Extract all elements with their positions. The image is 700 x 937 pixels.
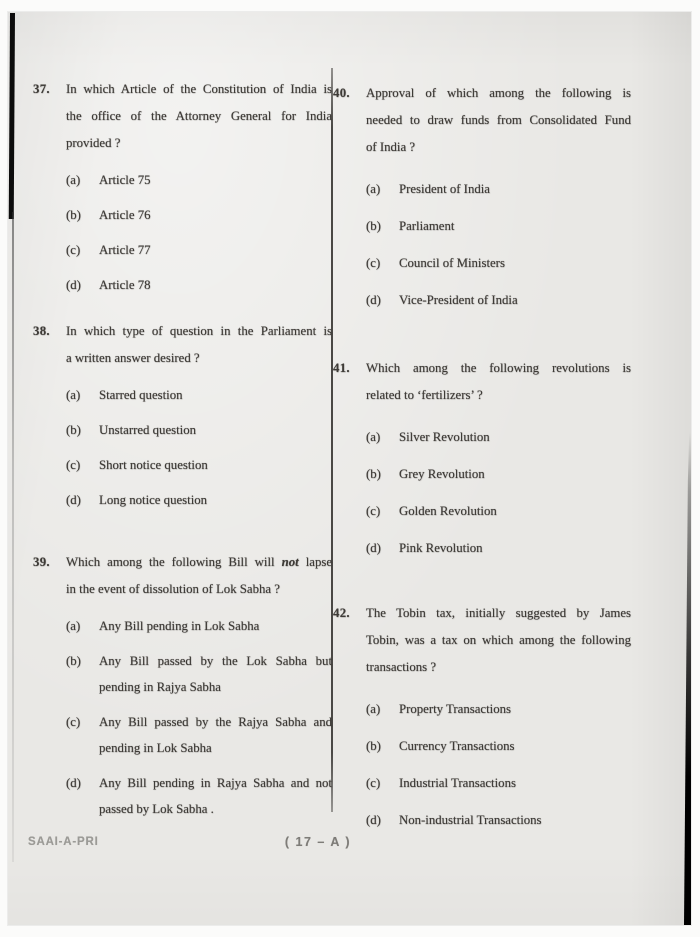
option-text: Council of Ministers: [399, 256, 505, 270]
option-c: [66, 452, 332, 478]
option-letter: (c): [366, 256, 381, 270]
options-list: [366, 696, 631, 833]
question-line: Tobin, was a tax on which among the following: [366, 633, 631, 647]
options-list: [66, 613, 332, 822]
footer-booklet-code: SAAI-A-PRI: [28, 836, 99, 848]
question-37: [33, 76, 332, 307]
question-text: [366, 355, 631, 409]
option-a: [366, 696, 631, 722]
question-text: [366, 80, 631, 161]
option-letter: (a): [366, 182, 381, 196]
scanned-exam-page: [8, 12, 691, 925]
option-letter: (d): [366, 541, 381, 555]
option-d: [366, 807, 631, 833]
option-d: [66, 272, 332, 298]
question-40: [333, 80, 631, 324]
question-line: Which among the following revolutions is: [366, 361, 631, 375]
option-text: Article 78: [99, 278, 151, 292]
question-line: related to ‘fertilizers’ ?: [366, 388, 483, 402]
question-line: needed to draw funds from Consolidated Fund: [366, 113, 631, 127]
option-b: [366, 733, 631, 759]
option-text: Starred question: [99, 388, 183, 402]
option-line: pending in Rajya Sabha: [99, 680, 221, 694]
option-b: [366, 461, 631, 487]
option-line: Any Bill pending in Rajya Sabha and not: [99, 776, 332, 790]
options-list: [366, 176, 631, 313]
option-letter: (b): [66, 423, 81, 437]
option-text: Property Transactions: [399, 702, 511, 716]
option-letter: (b): [366, 739, 381, 753]
question-number: 40.: [333, 86, 350, 100]
question-line: [66, 549, 332, 576]
option-d: [66, 770, 332, 822]
question-text: [66, 549, 332, 603]
option-letter: (a): [66, 173, 81, 187]
option-a: [66, 613, 332, 639]
emphasized-word: not: [281, 555, 299, 569]
question-number: 39.: [33, 555, 50, 569]
option-text: Short notice question: [99, 458, 208, 472]
question-line: In which type of question in the Parliament is: [66, 324, 332, 338]
scan-edge-artifact-right: [684, 432, 691, 925]
option-text: Silver Revolution: [399, 430, 490, 444]
option-text: Article 77: [99, 243, 151, 257]
option-b: [366, 213, 631, 239]
option-letter: (c): [66, 715, 81, 729]
option-a: [366, 176, 631, 202]
question-38: [33, 318, 332, 522]
option-c: [66, 709, 332, 761]
option-c: [66, 237, 332, 263]
option-b: [66, 417, 332, 443]
option-text: Unstarred question: [99, 423, 197, 437]
question-line: in the event of dissolution of Lok Sabha ?: [66, 582, 280, 596]
option-line: pending in Lok Sabha: [99, 741, 212, 755]
option-d: [66, 487, 332, 513]
question-line: transactions ?: [366, 660, 437, 674]
question-line-part: lapse: [298, 555, 333, 569]
option-line: Any Bill passed by the Lok Sabha but: [99, 654, 332, 668]
question-41: [333, 355, 631, 572]
option-text: Parliament: [399, 219, 455, 233]
option-d: [366, 535, 631, 561]
option-line: passed by Lok Sabha .: [99, 802, 214, 816]
question-text: [66, 318, 332, 372]
question-text: [66, 76, 332, 157]
question-number: 42.: [333, 606, 350, 620]
option-text: Industrial Transactions: [399, 776, 516, 790]
option-letter: (b): [366, 219, 381, 233]
option-a: [366, 424, 631, 450]
option-a: [66, 382, 332, 408]
question-number: 41.: [333, 361, 350, 375]
question-number: 37.: [33, 82, 50, 96]
option-c: [366, 498, 631, 524]
question-line: The Tobin tax, initially suggested by James: [366, 606, 631, 620]
scan-edge-artifact-left: [9, 13, 15, 219]
question-line: In which Article of the Constitution of India is: [66, 82, 332, 96]
option-letter: (c): [66, 243, 81, 257]
options-list: [366, 424, 631, 561]
question-text: [366, 600, 631, 681]
option-letter: (d): [66, 776, 81, 790]
option-letter: (d): [366, 293, 381, 307]
options-list: [66, 167, 332, 298]
question-line: provided ?: [66, 136, 121, 150]
option-text: Any Bill pending in Lok Sabha: [99, 619, 260, 633]
question-39: [33, 549, 332, 831]
option-letter: (c): [366, 504, 381, 518]
option-letter: (a): [66, 619, 81, 633]
option-letter: (c): [66, 458, 81, 472]
option-text: [99, 770, 332, 822]
option-text: Long notice question: [99, 493, 208, 507]
option-line: Any Bill passed by the Rajya Sabha and: [99, 715, 332, 729]
option-letter: (d): [66, 278, 81, 292]
option-letter: (b): [366, 467, 381, 481]
question-line: the office of the Attorney General for India: [66, 109, 332, 123]
option-text: Currency Transactions: [399, 739, 515, 753]
option-c: [366, 250, 631, 276]
scan-edge-artifact-left-tail: [12, 212, 14, 862]
footer-page-number: ( 17 – A ): [284, 835, 352, 849]
option-letter: (b): [66, 654, 81, 668]
option-b: [66, 202, 332, 228]
option-letter: (a): [66, 388, 81, 402]
option-text: Article 76: [99, 208, 151, 222]
option-text: Non-industrial Transactions: [399, 813, 542, 827]
question-line: of India ?: [366, 140, 416, 154]
option-letter: (b): [66, 208, 81, 222]
option-text: Grey Revolution: [399, 467, 485, 481]
question-line: a written answer desired ?: [66, 351, 200, 365]
option-d: [366, 287, 631, 313]
option-c: [366, 770, 631, 796]
option-text: Vice-President of India: [399, 293, 518, 307]
option-b: [66, 648, 332, 700]
question-42: [333, 600, 631, 844]
option-text: [99, 709, 332, 761]
option-letter: (d): [366, 813, 381, 827]
question-number: 38.: [33, 324, 50, 338]
option-letter: (a): [366, 430, 381, 444]
option-letter: (c): [366, 776, 381, 790]
option-letter: (d): [66, 493, 81, 507]
question-line: Approval of which among the following is: [366, 86, 631, 100]
option-a: [66, 167, 332, 193]
question-line-part: Which among the following Bill will: [66, 555, 282, 569]
option-letter: (a): [366, 702, 381, 716]
option-text: Article 75: [99, 173, 151, 187]
option-text: Pink Revolution: [399, 541, 483, 555]
options-list: [66, 382, 332, 513]
option-text: Golden Revolution: [399, 504, 497, 518]
option-text: [99, 648, 332, 700]
option-text: President of India: [399, 182, 490, 196]
